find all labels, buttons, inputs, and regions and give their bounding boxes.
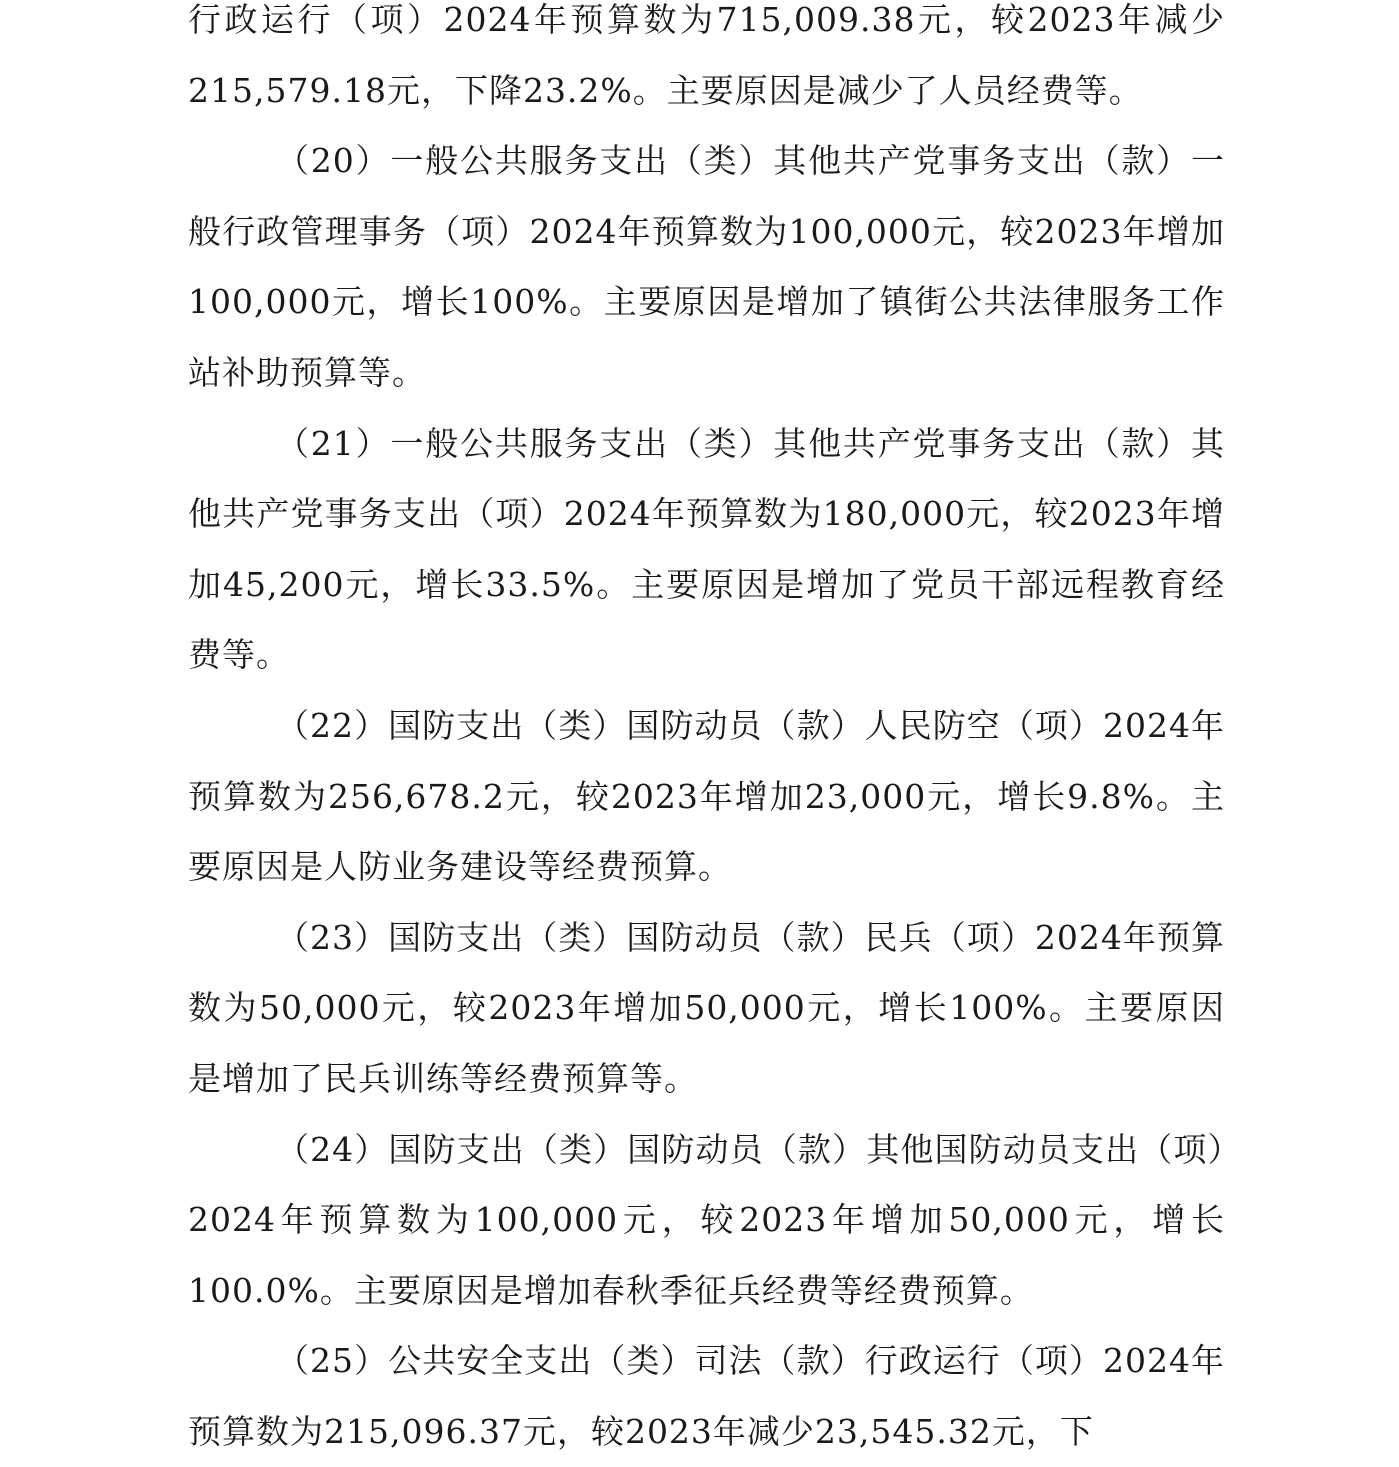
paragraph-item-20: （20）一般公共服务支出（类）其他共产党事务支出（款）一般行政管理事务（项）2024年预算数为100,000元，较2023年增加100,000元，增长100%。主要原因是增加了镇街公共法律服务工作站补助预算等。: [188, 141, 1225, 392]
paragraph-item-21: （21）一般公共服务支出（类）其他共产党事务支出（款）其他共产党事务支出（项）2024年预算数为180,000元，较2023年增加45,200元，增长33.5%。主要原因是增加了党员干部远程教育经费等。: [188, 423, 1225, 675]
paragraph-item-23: （23）国防支出（类）国防动员（款）民兵（项）2024年预算数为50,000元，较2023年增加50,000元，增长100%。主要原因是增加了民兵训练等经费预算等。: [188, 917, 1225, 1098]
paragraph-continuation: 行政运行（项）2024年预算数为715,009.38元，较2023年减少215,579.18元，下降23.2%。主要原因是减少了人员经费等。: [188, 0, 1225, 110]
paragraph-item-22: （22）国防支出（类）国防动员（款）人民防空（项）2024年预算数为256,678.2元，较2023年增加23,000元，增长9.8%。主要原因是人防业务建设等经费预算。: [188, 705, 1225, 887]
document-page: [188, 0, 1225, 1467]
paragraph-item-25: （25）公共安全支出（类）司法（款）行政运行（项）2024年预算数为215,096.37元，较2023年减少23,545.32元，下: [188, 1341, 1225, 1451]
paragraph-item-24: （24）国防支出（类）国防动员（款）其他国防动员支出（项）2024年预算数为100,000元，较2023年增加50,000元，增长100.0%。主要原因是增加春秋季征兵经费等经费预算。: [188, 1129, 1225, 1310]
